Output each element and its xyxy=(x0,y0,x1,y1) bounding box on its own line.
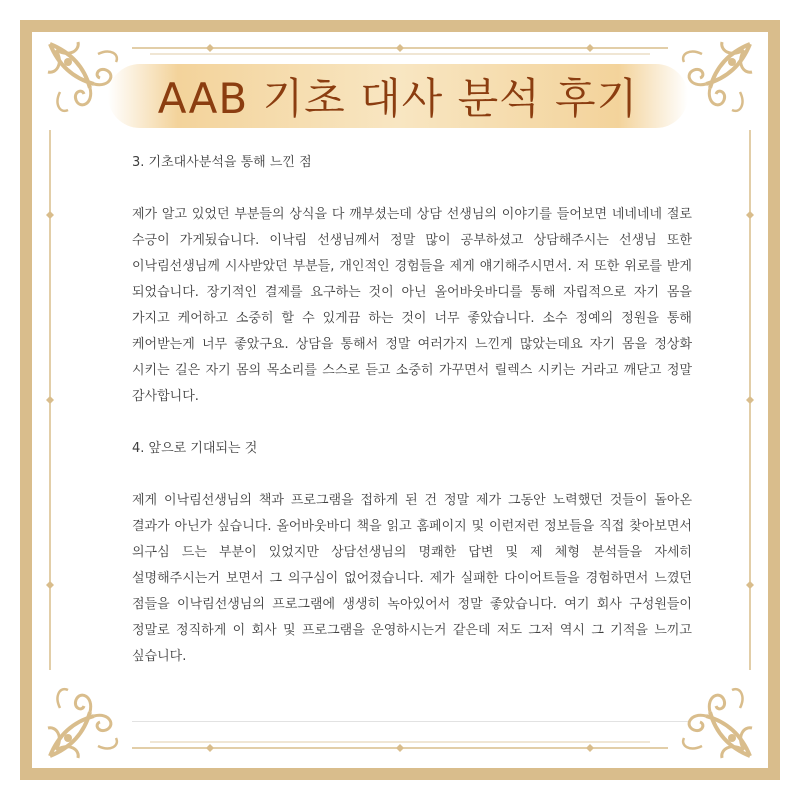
section-heading: 3. 기초대사분석을 통해 느낀 점 xyxy=(132,155,312,170)
review-content xyxy=(132,150,692,670)
bottom-divider xyxy=(132,721,688,722)
page-title: AAB 기초 대사 분석 후기 xyxy=(157,74,639,123)
section-heading: 4. 앞으로 기대되는 것 xyxy=(132,441,258,456)
title-banner xyxy=(108,64,688,128)
section-body: 제게 이낙림선생님의 책과 프로그램을 접하게 된 건 정말 제가 그동안 노력했던 것들이 돌아온 결과가 아닌가 싶습니다. 올어바웃바디 책을 읽고 홈페이지 및 이런저런 정보들을 직접 찾아보면서 의구심 드는 부분이 있었지만 상담선생님의 명쾌한 답변 및 제 체형 분석들을 자세히 설명해주시는거 보면서 그 의구심이 없어졌습니다. 제가 실패한 다이어트들을 경험하면서 느꼈던 점들을 이낙림선생님의 프로그램에 생생히 녹아있어서 정말 좋았습니다. 여기 회사 구성원들이 정말로 정직하게 이 회사 및 프로그램을 운영하시는거 같은데 저도 그저 역시 그 기적을 느끼고 싶습니다. xyxy=(132,493,692,664)
section-body: 제가 알고 있었던 부분들의 상식을 다 깨부셨는데 상담 선생님의 이야기를 들어보면 네네네네 절로 수긍이 가게됬습니다. 이낙림 선생님께서 정말 많이 공부하셨고 상담해주시는 선생님 또한 이낙림선생님께 시사받았던 부분들, 개인적인 경험들을 제게 얘기해주시면서. 저 또한 위로를 받게 되었습니다. 장기적인 결제를 요구하는 것이 아닌 올어바웃바디를 통해 자립적으로 자기 몸을 가지고 케어하고 소중히 할 수 있게끔 하는 것이 너무 좋았습니다. 소수 정예의 정원을 통해 케어받는게 너무 좋았구요. 상담을 통해서 정말 여러가지 느낀게 많았는데요 자기 몸을 정상화 시키는 길은 자기 몸의 목소리를 스스로 듣고 소중히 가꾸면서 릴렉스 시키는 거라고 깨닫고 정말 감사합니다. xyxy=(132,207,692,404)
